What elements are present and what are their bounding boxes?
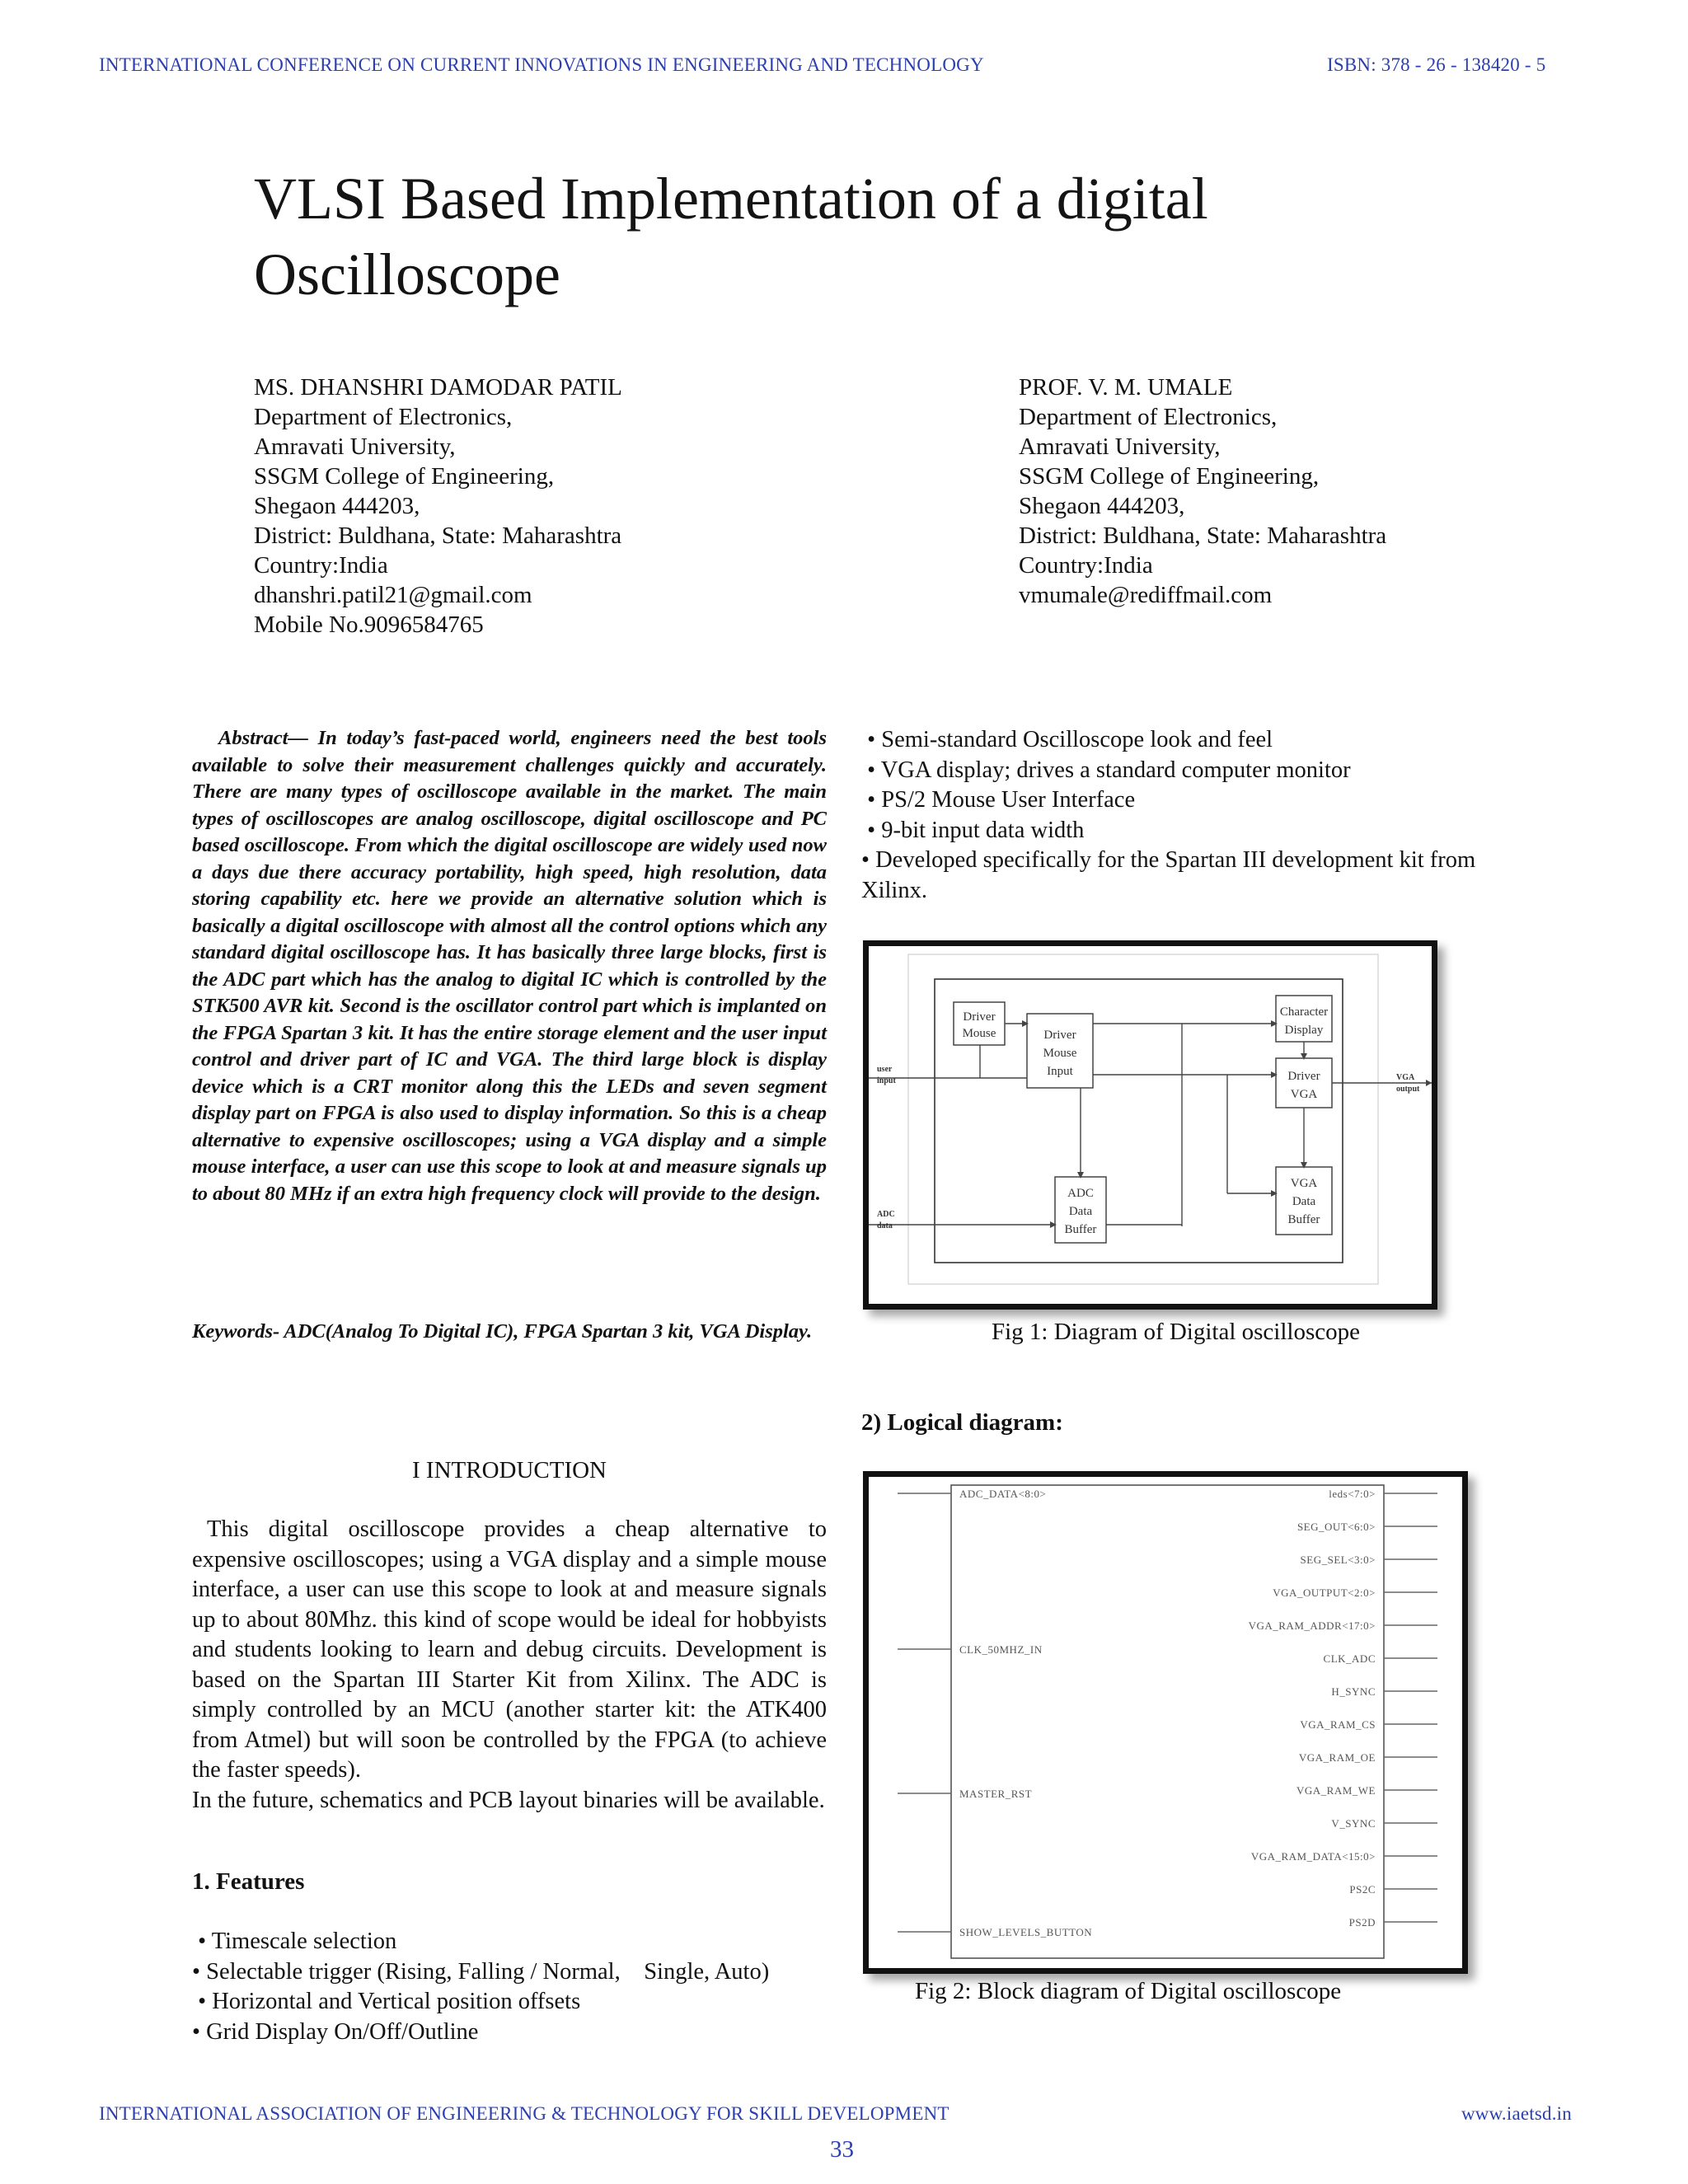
output-signal: VGA_RAM_CS: [1300, 1718, 1376, 1731]
features-list-right: [861, 725, 1504, 906]
block-text: Data: [1292, 1195, 1316, 1208]
feature-item: • Horizontal and Vertical position offsets: [192, 1989, 581, 2014]
abstract-label: Abstract—: [218, 727, 308, 749]
author1-email: dhanshri.patil21@gmail.com: [254, 582, 532, 608]
figure-1-diagram: [869, 946, 1432, 1304]
author2-name: PROF. V. M. UMALE: [1019, 374, 1233, 401]
logical-diagram-heading: 2) Logical diagram:: [861, 1409, 1063, 1436]
figure-2-frame: [863, 1471, 1468, 1974]
author1-district: District: Buldhana, State: Maharashtra: [254, 523, 622, 549]
input-signal: SHOW_LEVELS_BUTTON: [959, 1926, 1093, 1938]
author2-email: vmumale@rediffmail.com: [1019, 582, 1273, 608]
features-heading: 1. Features: [192, 1868, 305, 1895]
section-heading-introduction: I INTRODUCTION: [412, 1457, 607, 1483]
output-signal: SEG_OUT<6:0>: [1296, 1521, 1376, 1533]
block-text: Buffer: [1064, 1223, 1097, 1236]
feature-item: • PS/2 Mouse User Interface: [861, 787, 1136, 813]
feature-item: • Timescale selection: [192, 1929, 397, 1954]
keywords: Keywords- ADC(Analog To Digital IC), FPGA Spartan 3 kit, VGA Display.: [192, 1320, 813, 1343]
title-line-1: VLSI Based Implementation of a digital: [254, 166, 1208, 232]
feature-item: • VGA display; drives a standard computer monitor: [861, 757, 1351, 783]
author1-city: Shegaon 444203,: [254, 493, 420, 519]
footer-website[interactable]: www.iaetsd.in: [1461, 2103, 1572, 2124]
author1-name: MS. DHANSHRI DAMODAR PATIL: [254, 374, 622, 401]
output-signal: VGA_OUTPUT<2:0>: [1273, 1586, 1376, 1599]
figure-1-caption: Fig 1: Diagram of Digital oscilloscope: [992, 1319, 1361, 1345]
author1-mobile: Mobile No.9096584765: [254, 612, 484, 638]
isbn-header: ISBN: 378 - 26 - 138420 - 5: [1327, 54, 1546, 75]
output-signal: V_SYNC: [1331, 1817, 1376, 1830]
abstract: [192, 725, 827, 1207]
block-text: Character: [1279, 1005, 1329, 1019]
feature-item: • Selectable trigger (Rising, Falling / Normal, Single, Auto): [192, 1958, 770, 1985]
block-text: Display: [1284, 1024, 1324, 1037]
introduction-paragraph-1: This digital oscilloscope provides a cheap alternative to expensive oscilloscopes; using a VGA display and a simple mouse interface, a user can use this scope to look at and measure signals up to about 80Mhz. this kind of scope would be ideal for hobbyists and students looking to learn and debug circuits. Development is based on the Spartan III Starter Kit from Xilinx. The ADC is simply controlled by an MCU (another starter kit: the ATK400 from Atmel) but will soon be controlled by the FPGA (to achieve the faster speeds).: [192, 1516, 827, 1783]
figure-2-logic-symbol: [869, 1477, 1462, 1968]
output-signal: VGA_RAM_WE: [1296, 1784, 1376, 1797]
figure-2-caption: Fig 2: Block diagram of Digital oscilloscope: [915, 1978, 1342, 2004]
block-text: Mouse: [1043, 1047, 1077, 1060]
feature-item: • Developed specifically for the Spartan III development kit from Xilinx.: [861, 847, 1476, 903]
author2-city: Shegaon 444203,: [1019, 493, 1185, 519]
output-signal: leds<7:0>: [1329, 1488, 1376, 1500]
block-text: Mouse: [962, 1027, 996, 1040]
introduction-paragraph-2: In the future, schematics and PCB layout binaries will be available.: [192, 1787, 825, 1813]
features-list-left: [192, 1927, 769, 2047]
block-text: VGA: [1290, 1177, 1318, 1190]
conference-header: INTERNATIONAL CONFERENCE ON CURRENT INNOVATIONS IN ENGINEERING AND TECHNOLOGY: [99, 54, 984, 75]
author2-dept: Department of Electronics,: [1019, 404, 1278, 430]
output-signal: VGA_RAM_ADDR<17:0>: [1248, 1619, 1376, 1632]
feature-item: • Grid Display On/Off/Outline: [192, 2018, 479, 2045]
abstract-text: In today’s fast-paced world, engineers need the best tools available to solve their measurement challenges quickly and accurately. There are many types of oscilloscope available in the market. The main types of oscilloscopes are analog oscilloscope, digital oscilloscope and PC based oscilloscope. From which the digital oscilloscope are widely used now a days due there accuracy portability, high speed, high resolution, data storing capability etc. here we provide an alternative solution which is basically a digital oscilloscope with almost all the control options which any standard digital oscilloscope has. It has basically three large blocks, first is the ADC part which has the analog to digital IC which is controlled by the STK500 AVR kit. Second is the oscillator control part which is implanted on the FPGA Spartan 3 kit. It has the entire storage element and the user input control and driver part of IC and VGA. The third large block is display device which is a CRT monitor along this the LEDs and seven segment display part on FPGA is also used to display information. So this is a cheap alternative to expensive oscilloscopes; using a VGA display and a simple mouse interface, a user can use this scope to look at and measure signals up to about 80 MHz if an extra high frequency clock will provide to the design.: [192, 727, 827, 1205]
block-text: VGA: [1290, 1088, 1318, 1101]
input-signal: MASTER_RST: [959, 1788, 1033, 1800]
user-input-label: user: [877, 1065, 893, 1074]
block-text: Data: [1068, 1205, 1093, 1218]
footer-association: INTERNATIONAL ASSOCIATION OF ENGINEERING & TECHNOLOGY FOR SKILL DEVELOPMENT: [99, 2103, 950, 2124]
author1-dept: Department of Electronics,: [254, 404, 513, 430]
user-input-label: input: [877, 1076, 896, 1085]
block-text: Input: [1047, 1065, 1073, 1078]
page-number: 33: [830, 2136, 854, 2163]
author2-college: SSGM College of Engineering,: [1019, 463, 1320, 490]
input-signal: ADC_DATA<8:0>: [959, 1488, 1047, 1500]
output-signal: VGA_RAM_OE: [1298, 1751, 1376, 1764]
output-signal: PS2C: [1349, 1883, 1376, 1896]
vga-output-label: output: [1396, 1085, 1420, 1094]
author2-university: Amravati University,: [1019, 434, 1221, 460]
block-text: ADC: [1067, 1187, 1094, 1200]
output-signal: H_SYNC: [1331, 1685, 1376, 1698]
block-text: Driver: [1043, 1029, 1076, 1042]
feature-item: • 9-bit input data width: [861, 817, 1085, 843]
block-text: Driver: [1287, 1070, 1320, 1083]
figure-1-frame: [863, 940, 1437, 1310]
input-signal: CLK_50MHZ_IN: [959, 1643, 1043, 1656]
vga-output-label: VGA: [1396, 1073, 1415, 1082]
output-signal: CLK_ADC: [1323, 1652, 1376, 1665]
paper-title: [254, 161, 1208, 312]
author2-country: Country:India: [1019, 552, 1153, 579]
adc-data-label: data: [877, 1221, 893, 1230]
author1-country: Country:India: [254, 552, 388, 579]
adc-data-label: ADC: [877, 1210, 895, 1219]
output-signal: PS2D: [1348, 1916, 1376, 1929]
output-signal: VGA_RAM_DATA<15:0>: [1250, 1850, 1376, 1863]
author1-university: Amravati University,: [254, 434, 456, 460]
title-line-2: Oscilloscope: [254, 241, 560, 307]
author2-district: District: Buldhana, State: Maharashtra: [1019, 523, 1387, 549]
author-block-2: [1019, 373, 1386, 610]
block-text: Driver: [963, 1010, 996, 1024]
block-text: Buffer: [1287, 1213, 1320, 1226]
feature-item: • Semi-standard Oscilloscope look and feel: [861, 727, 1273, 752]
author1-college: SSGM College of Engineering,: [254, 463, 555, 490]
output-signal: SEG_SEL<3:0>: [1300, 1554, 1376, 1566]
introduction-body: [192, 1515, 827, 1816]
author-block-1: [254, 373, 622, 640]
